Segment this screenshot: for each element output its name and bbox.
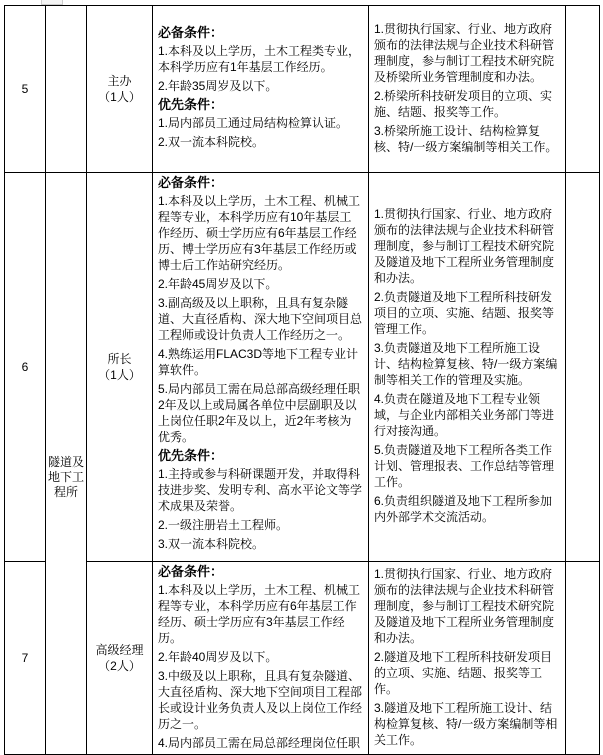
- row-number: 5: [5, 6, 46, 173]
- duty: 2.隧道及地下工程所科技研发项目的立项、实施、结题、报奖等工作。: [374, 650, 553, 696]
- requirement: 2.年龄40周岁及以下。: [158, 650, 278, 664]
- preference: 3.双一流本科院校。: [158, 537, 265, 551]
- duty: 1.贯彻执行国家、行业、地方政府颁布的法律法规与企业技术科研管理制度，参与制订工程技术研究院及桥梁所业务管理制度和办法。: [374, 21, 555, 84]
- requirement: 3.中级及以上职称，且具有复杂隧道、大直径盾构、深大地下空间项目工程部长或设计业务负责人及以上岗位工作经历之一。: [158, 669, 363, 731]
- preference: 2.一级注册岩土工程师。: [158, 518, 289, 532]
- requirement: 2.年龄45周岁及以下。: [158, 277, 278, 291]
- requirement: 3.副高级及以上职称，且具有复杂隧道、大直径盾构、深大地下空间项目总工程师或设计负责人工作经历之一。: [158, 296, 363, 342]
- headcount: （1人）: [98, 90, 141, 104]
- required-heading: 必备条件：: [158, 564, 224, 579]
- row-number: 7: [5, 562, 46, 755]
- requirements-cell: [153, 173, 369, 562]
- department-cell: [46, 6, 87, 173]
- required-heading: 必备条件：: [158, 25, 224, 40]
- department-cell: 隧道及地下工程所: [46, 173, 87, 755]
- requirement: 4.熟练运用FLAC3D等地下工程专业计算软件。: [158, 347, 359, 377]
- position-name: 主办: [107, 74, 132, 88]
- remarks-cell: [566, 562, 600, 755]
- preference: 1.主持或参与科研课题开发，并取得科技进步奖、发明专利、高水平论文等学术成果及荣誉。: [158, 467, 363, 513]
- requirement: 1.本科及以上学历，土木工程类专业，本科学历应有1年基层工作经历。: [158, 44, 361, 74]
- preference: 2.双一流本科院校。: [158, 135, 265, 149]
- position-name: 高级经理: [95, 643, 144, 657]
- preferred-heading: 优先条件：: [158, 97, 224, 112]
- duty: 3.桥梁所施工设计、结构检算复核、特/一级方案编制等相关工作。: [374, 123, 558, 154]
- requirement: 1.本科及以上学历，土木工程、机械工程等专业，本科学历应有6年基层工作经历、硕士学历应有3年基层工作经历。: [158, 583, 361, 645]
- duty: 4.负责在隧道及地下工程专业领域，与企业内部相关业务部门等进行对接沟通。: [374, 392, 555, 438]
- headcount: （1人）: [98, 368, 141, 382]
- requirements-cell: [153, 562, 369, 755]
- duty: 1.贯彻执行国家、行业、地方政府颁布的法律法规与企业技术科研管理制度，参与制订工程技术研究院及隧道及地下工程所业务管理制度和办法。: [374, 207, 555, 285]
- requirement: 5.局内部员工需在局总部高级经理任职2年及以上或局属各单位中层副职及以上岗位任职2年及以上，近2年考核为优秀。: [158, 382, 361, 444]
- position-name: 所长: [107, 352, 132, 366]
- duty: 1.贯彻执行国家、行业、地方政府颁布的法律法规与企业技术科研管理制度，参与制订工程技术研究院及隧道及地下工程所业务管理制度和办法。: [374, 567, 555, 645]
- position-cell: [87, 173, 153, 562]
- remarks-cell: [566, 173, 600, 562]
- remarks-cell: [566, 6, 600, 173]
- required-heading: 必备条件：: [158, 175, 224, 190]
- duties-cell: [369, 562, 566, 755]
- duty: 2.负责隧道及地下工程所科技研发项目的立项、实施、结题、报奖等管理工作。: [374, 290, 555, 336]
- duty: 6.负责组织隧道及地下工程所参加内外部学术交流活动。: [374, 494, 553, 524]
- duty: 3.隧道及地下工程所施工设计、结构检算复核、特/一级方案编制等相关工作。: [374, 701, 558, 747]
- requirement: 4.局内部员工需在局总部经理岗位任职: [158, 736, 361, 750]
- preference: 1.局内部员工通过局结构检算认证。: [158, 116, 349, 130]
- requirement: 1.本科及以上学历，土木工程、机械工程等专业，本科学历应有10年基层工作经历、硕士学历应有6年基层工作经历、博士学历应有3年基层工作经历或博士后工作站研究经历。: [158, 194, 361, 272]
- preferred-heading: 优先条件：: [158, 448, 224, 463]
- duty: 5.负责隧道及地下工程所各类工作计划、管理报表、工作总结等管理工作。: [374, 443, 555, 489]
- table-row: [5, 562, 600, 755]
- position-cell: [87, 6, 153, 173]
- job-table: [4, 5, 600, 755]
- row-number: 6: [5, 173, 46, 562]
- duty: 2.桥梁所科技研发项目的立项、实施、结题、报奖等工作。: [374, 88, 553, 119]
- duties-cell: [369, 173, 566, 562]
- duty: 3.负责隧道及地下工程所施工设计、结构检算复核、特/一级方案编制等相关工作的管理及实施。: [374, 341, 558, 387]
- requirements-cell: [153, 6, 369, 173]
- requirement: 2.年龄35周岁及以下。: [158, 79, 278, 93]
- table-row: [5, 6, 600, 173]
- duties-cell: [369, 6, 566, 173]
- position-cell: [87, 562, 153, 755]
- table-row: [5, 173, 600, 562]
- headcount: （2人）: [98, 659, 141, 673]
